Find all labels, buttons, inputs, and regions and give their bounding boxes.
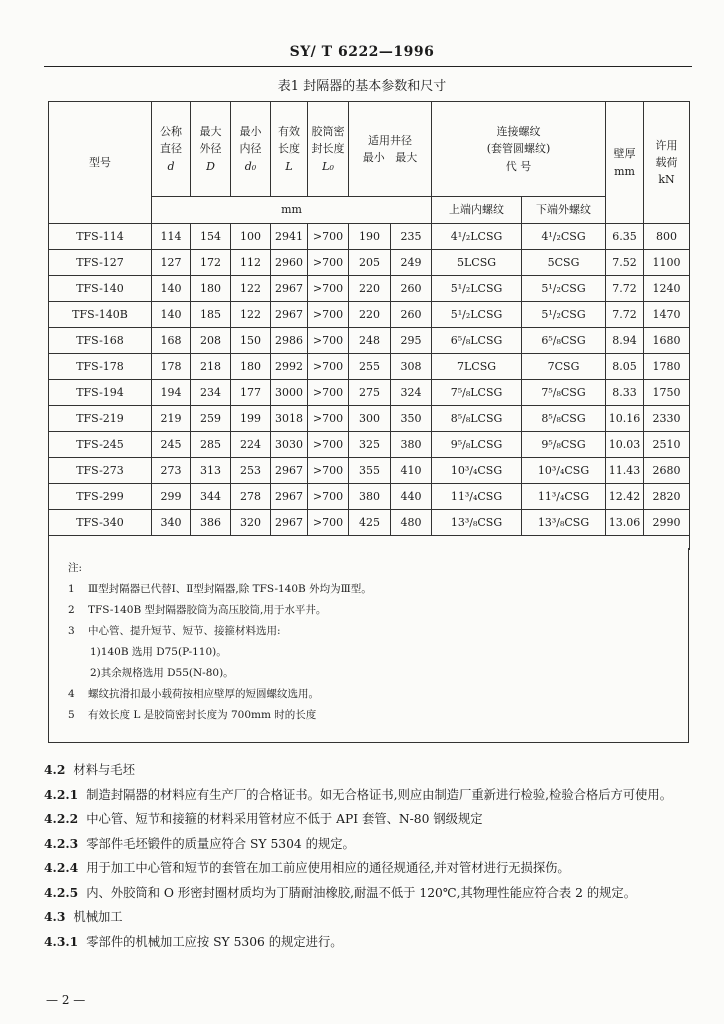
note-item: 4 螺纹抗滑扣最小载荷按相应壁厚的短圆螺纹选用。: [68, 688, 319, 700]
cell-L: 2967: [271, 276, 308, 302]
cell-model: TFS-273: [49, 458, 152, 484]
cell-L0: >700: [308, 354, 349, 380]
head-nominal-diameter: 公称 直径 d: [152, 102, 191, 197]
cell-well-min: 355: [349, 458, 391, 484]
cell-d0: 224: [231, 432, 271, 458]
cell-d: 273: [152, 458, 191, 484]
cell-lower: 5¹/₂CSG: [522, 276, 606, 302]
cell-L0: >700: [308, 458, 349, 484]
cell-D: 285: [191, 432, 231, 458]
cell-D: 234: [191, 380, 231, 406]
cell-wall: 7.72: [606, 302, 644, 328]
table-head-row: [49, 102, 690, 197]
table-notes: [68, 558, 678, 726]
table-row: [49, 354, 690, 380]
cell-well-min: 220: [349, 302, 391, 328]
cell-upper: 5LCSG: [432, 250, 522, 276]
clause-4-2-2: 4.2.2 中心管、短节和接箍的材料采用管材应不低于 API 套管、N-80 钢级规定: [44, 811, 483, 826]
cell-L: 2967: [271, 458, 308, 484]
cell-lower: 4¹/₂CSG: [522, 224, 606, 250]
cell-D: 218: [191, 354, 231, 380]
cell-wall: 7.52: [606, 250, 644, 276]
cell-D: 180: [191, 276, 231, 302]
head-lower-thread: 下端外螺纹: [522, 197, 606, 224]
cell-d: 340: [152, 510, 191, 536]
cell-d0: 253: [231, 458, 271, 484]
notes-frame-right: [688, 548, 689, 742]
cell-model: TFS-140B: [49, 302, 152, 328]
notes-row: [49, 536, 690, 550]
cell-wall: 8.33: [606, 380, 644, 406]
note-item: 3 中心管、提升短节、短节、接箍材料选用:: [68, 625, 281, 637]
cell-wall: 11.43: [606, 458, 644, 484]
cell-lower: 10³/₄CSG: [522, 458, 606, 484]
clause-4-2-4: 4.2.4 用于加工中心管和短节的套管在加工前应使用相应的通径规通径,并对管材进行无损探伤。: [44, 860, 570, 875]
cell-load: 2990: [644, 510, 690, 536]
table-row: [49, 224, 690, 250]
cell-upper: 7⁵/₈LCSG: [432, 380, 522, 406]
cell-wall: 10.03: [606, 432, 644, 458]
cell-load: 1240: [644, 276, 690, 302]
cell-model: TFS-178: [49, 354, 152, 380]
cell-well-min: 275: [349, 380, 391, 406]
notes-cell: [49, 536, 690, 550]
cell-d0: 180: [231, 354, 271, 380]
table-row: [49, 510, 690, 536]
cell-upper: 13³/₈CSG: [432, 510, 522, 536]
cell-model: TFS-219: [49, 406, 152, 432]
table-row: [49, 250, 690, 276]
cell-L0: >700: [308, 380, 349, 406]
table-row: [49, 302, 690, 328]
cell-well-max: 350: [391, 406, 432, 432]
cell-model: TFS-245: [49, 432, 152, 458]
cell-model: TFS-340: [49, 510, 152, 536]
cell-lower: 6⁵/₈CSG: [522, 328, 606, 354]
head-min-id: 最小 内径 d₀: [231, 102, 271, 197]
cell-L: 2941: [271, 224, 308, 250]
section-4-2: 4.2 材料与毛坯: [44, 762, 135, 777]
cell-model: TFS-127: [49, 250, 152, 276]
cell-well-max: 249: [391, 250, 432, 276]
cell-well-min: 190: [349, 224, 391, 250]
cell-model: TFS-194: [49, 380, 152, 406]
cell-well-max: 260: [391, 276, 432, 302]
table-row: [49, 432, 690, 458]
notes-frame-left: [48, 548, 49, 742]
cell-wall: 12.42: [606, 484, 644, 510]
cell-well-min: 300: [349, 406, 391, 432]
cell-L: 3000: [271, 380, 308, 406]
cell-d: 178: [152, 354, 191, 380]
cell-well-max: 308: [391, 354, 432, 380]
cell-load: 1780: [644, 354, 690, 380]
cell-d0: 320: [231, 510, 271, 536]
head-well-diameter: 适用井径 最小 最大: [349, 102, 432, 197]
cell-well-min: 325: [349, 432, 391, 458]
cell-L: 2986: [271, 328, 308, 354]
cell-L: 2967: [271, 484, 308, 510]
cell-L: 3018: [271, 406, 308, 432]
cell-L0: >700: [308, 302, 349, 328]
cell-d: 245: [152, 432, 191, 458]
cell-upper: 5¹/₂LCSG: [432, 276, 522, 302]
cell-L: 2967: [271, 302, 308, 328]
cell-d0: 199: [231, 406, 271, 432]
cell-load: 1100: [644, 250, 690, 276]
cell-d0: 122: [231, 302, 271, 328]
table-caption: 表1 封隔器的基本参数和尺寸: [277, 79, 447, 94]
cell-d0: 177: [231, 380, 271, 406]
cell-lower: 8⁵/₈CSG: [522, 406, 606, 432]
cell-upper: 9⁵/₈LCSG: [432, 432, 522, 458]
cell-d: 299: [152, 484, 191, 510]
head-effective-length: 有效 长度 L: [271, 102, 308, 197]
cell-d: 127: [152, 250, 191, 276]
cell-d: 194: [152, 380, 191, 406]
body-text: [44, 758, 694, 954]
parameters-table: [48, 101, 690, 550]
cell-load: 1750: [644, 380, 690, 406]
cell-load: 2510: [644, 432, 690, 458]
cell-lower: 7⁵/₈CSG: [522, 380, 606, 406]
cell-D: 386: [191, 510, 231, 536]
cell-upper: 11³/₄CSG: [432, 484, 522, 510]
cell-D: 344: [191, 484, 231, 510]
cell-upper: 5¹/₂LCSG: [432, 302, 522, 328]
cell-L0: >700: [308, 432, 349, 458]
cell-load: 1470: [644, 302, 690, 328]
table-row: [49, 380, 690, 406]
cell-lower: 5CSG: [522, 250, 606, 276]
cell-L0: >700: [308, 276, 349, 302]
cell-model: TFS-140: [49, 276, 152, 302]
cell-D: 185: [191, 302, 231, 328]
cell-L0: >700: [308, 510, 349, 536]
cell-D: 172: [191, 250, 231, 276]
cell-d: 219: [152, 406, 191, 432]
cell-lower: 9⁵/₈CSG: [522, 432, 606, 458]
note-subitem: 2)其余规格选用 D55(N-80)。: [90, 667, 234, 679]
cell-well-min: 255: [349, 354, 391, 380]
head-wall-thickness: 壁厚 mm: [606, 102, 644, 224]
cell-well-max: 380: [391, 432, 432, 458]
cell-d: 114: [152, 224, 191, 250]
head-rubber-seal-length: 胶筒密 封长度 L₀: [308, 102, 349, 197]
cell-d0: 100: [231, 224, 271, 250]
cell-well-max: 480: [391, 510, 432, 536]
cell-L0: >700: [308, 484, 349, 510]
cell-well-min: 380: [349, 484, 391, 510]
cell-model: TFS-168: [49, 328, 152, 354]
cell-d: 140: [152, 302, 191, 328]
cell-wall: 7.72: [606, 276, 644, 302]
cell-lower: 13³/₈CSG: [522, 510, 606, 536]
head-max-od: 最大 外径 D: [191, 102, 231, 197]
clause-4-2-5: 4.2.5 内、外胶筒和 O 形密封圈材质均为丁腈耐油橡胶,耐温不低于 120℃,其物理性能应符合表 2 的规定。: [44, 884, 637, 900]
cell-L0: >700: [308, 406, 349, 432]
cell-upper: 7LCSG: [432, 354, 522, 380]
notes-label: 注:: [68, 562, 83, 574]
cell-upper: 6⁵/₈LCSG: [432, 328, 522, 354]
cell-lower: 5¹/₂CSG: [522, 302, 606, 328]
cell-L: 2967: [271, 510, 308, 536]
cell-lower: 7CSG: [522, 354, 606, 380]
clause-4-3-1: 4.3.1 零部件的机械加工应按 SY 5306 的规定进行。: [44, 933, 343, 949]
cell-L0: >700: [308, 250, 349, 276]
cell-model: TFS-114: [49, 224, 152, 250]
cell-L0: >700: [308, 328, 349, 354]
cell-L0: >700: [308, 224, 349, 250]
cell-D: 154: [191, 224, 231, 250]
cell-upper: 8⁵/₈LCSG: [432, 406, 522, 432]
cell-wall: 8.94: [606, 328, 644, 354]
cell-well-min: 220: [349, 276, 391, 302]
cell-D: 208: [191, 328, 231, 354]
note-item: 2 TFS-140B 型封隔器胶筒为高压胶筒,用于水平井。: [68, 604, 327, 616]
cell-D: 259: [191, 406, 231, 432]
table-row: [49, 328, 690, 354]
cell-well-min: 248: [349, 328, 391, 354]
cell-well-min: 205: [349, 250, 391, 276]
head-model: 型号: [49, 102, 152, 224]
cell-L: 2992: [271, 354, 308, 380]
head-upper-thread: 上端内螺纹: [432, 197, 522, 224]
cell-well-max: 295: [391, 328, 432, 354]
cell-wall: 6.35: [606, 224, 644, 250]
cell-model: TFS-299: [49, 484, 152, 510]
clause-4-2-1: 4.2.1 制造封隔器的材料应有生产厂的合格证书。如无合格证书,则应由制造厂重新进行检验,检验合格后方可使用。: [44, 786, 673, 802]
cell-d0: 112: [231, 250, 271, 276]
standard-number: SY/ T 6222—1996: [289, 44, 435, 60]
header-rule: [44, 66, 692, 67]
note-item: 5 有效长度 L 是胶筒密封长度为 700mm 时的长度: [68, 709, 317, 721]
cell-load: 2820: [644, 484, 690, 510]
unit-mm: mm: [152, 197, 432, 224]
cell-well-max: 324: [391, 380, 432, 406]
cell-L: 3030: [271, 432, 308, 458]
cell-wall: 10.16: [606, 406, 644, 432]
cell-well-min: 425: [349, 510, 391, 536]
note-item: 1 Ⅲ型封隔器已代替Ⅰ、Ⅱ型封隔器,除 TFS-140B 外均为Ⅲ型。: [68, 583, 372, 595]
cell-well-max: 440: [391, 484, 432, 510]
cell-wall: 8.05: [606, 354, 644, 380]
cell-load: 1680: [644, 328, 690, 354]
table-row: [49, 458, 690, 484]
cell-D: 313: [191, 458, 231, 484]
clause-4-2-3: 4.2.3 零部件毛坯锻件的质量应符合 SY 5304 的规定。: [44, 835, 355, 851]
cell-well-max: 235: [391, 224, 432, 250]
head-connection-thread: 连接螺纹 (套管圆螺纹) 代 号: [432, 102, 606, 197]
table-row: [49, 276, 690, 302]
cell-upper: 10³/₄CSG: [432, 458, 522, 484]
cell-wall: 13.06: [606, 510, 644, 536]
cell-load: 2680: [644, 458, 690, 484]
cell-d: 140: [152, 276, 191, 302]
cell-well-max: 410: [391, 458, 432, 484]
head-allowable-load: 许用 载荷 kN: [644, 102, 690, 224]
cell-upper: 4¹/₂LCSG: [432, 224, 522, 250]
notes-frame-bottom: [48, 742, 689, 743]
table-row: [49, 484, 690, 510]
cell-d0: 150: [231, 328, 271, 354]
table-row: [49, 406, 690, 432]
cell-d0: 122: [231, 276, 271, 302]
section-4-3: 4.3 机械加工: [44, 909, 123, 924]
note-subitem: 1)140B 选用 D75(P-110)。: [90, 646, 227, 658]
cell-load: 800: [644, 224, 690, 250]
cell-well-max: 260: [391, 302, 432, 328]
cell-load: 2330: [644, 406, 690, 432]
cell-lower: 11³/₄CSG: [522, 484, 606, 510]
cell-L: 2960: [271, 250, 308, 276]
cell-d: 168: [152, 328, 191, 354]
page-number: — 2 —: [46, 993, 86, 1007]
cell-d0: 278: [231, 484, 271, 510]
